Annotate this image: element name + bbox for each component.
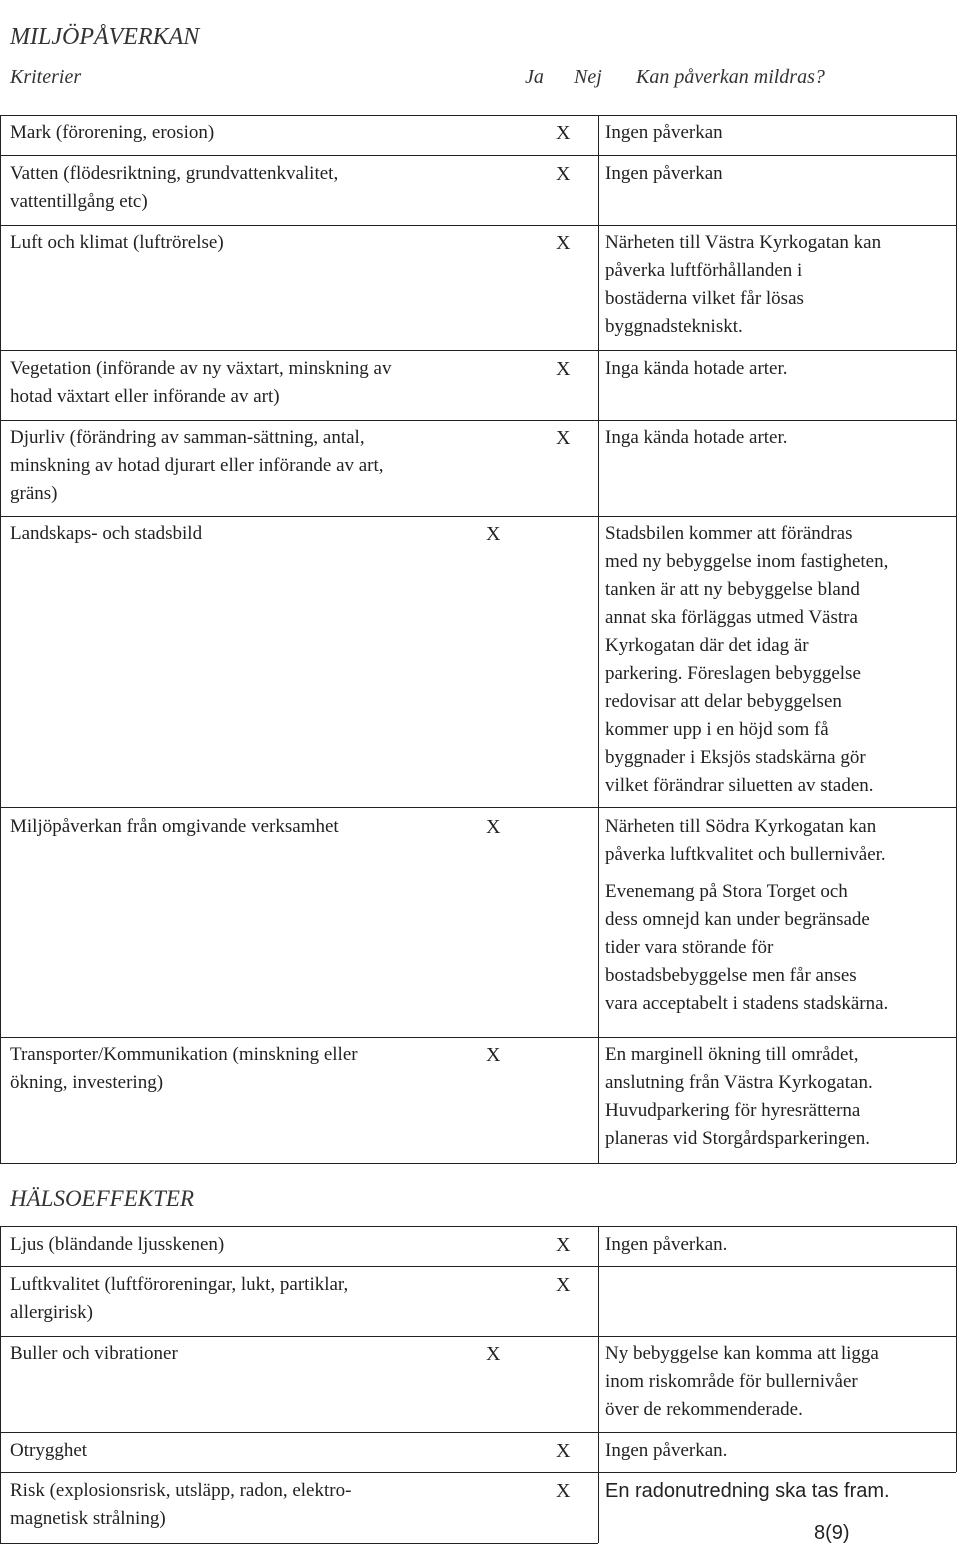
table-rule xyxy=(598,115,599,1163)
table-rule xyxy=(956,115,957,1163)
criterion-risk: Risk (explosionsrisk, utsläpp, radon, elektro- magnetisk strålning) xyxy=(10,1480,352,1529)
table-rule xyxy=(0,115,1,1163)
comment-otrygghet: Ingen påverkan. xyxy=(605,1440,728,1461)
criterion-buller: Buller och vibrationer xyxy=(10,1343,178,1364)
criterion-otrygghet: Otrygghet xyxy=(10,1440,88,1461)
criterion-vatten: Vatten (flödesriktning, grundvattenkvalitet, vattentillgång etc) xyxy=(10,163,339,212)
criterion-luftkvalitet: Luftkvalitet (luftföroreningar, lukt, partiklar, allergirisk) xyxy=(10,1274,349,1323)
comment-luft: Närheten till Västra Kyrkogatan kan påverka luftförhållanden i bostäderna vilket får lösas byggnadstekniskt. xyxy=(605,232,882,337)
table-rule xyxy=(0,155,956,156)
table-rule xyxy=(0,1226,1,1543)
criterion-djurliv: Djurliv (förändring av samman-sättning, antal, minskning av hotad djurart eller införande av art, gräns) xyxy=(10,427,384,504)
table-rule xyxy=(0,516,956,517)
ja-mark: X xyxy=(486,816,501,838)
column-header-kriterier: Kriterier xyxy=(10,66,82,88)
table-rule xyxy=(0,1266,956,1267)
nej-mark: X xyxy=(556,232,571,254)
criterion-luft: Luft och klimat (luftrörelse) xyxy=(10,232,224,253)
comment-mark: Ingen påverkan xyxy=(605,122,723,143)
comment-risk: En radonutredning ska tas fram. xyxy=(605,1480,890,1502)
page-number: 8(9) xyxy=(814,1522,850,1544)
nej-mark: X xyxy=(556,1440,571,1462)
column-header-ja: Ja xyxy=(525,66,544,88)
nej-mark: X xyxy=(556,1234,571,1256)
nej-mark: X xyxy=(556,122,571,144)
section-title-miljopaverkan: MILJÖPÅVERKAN xyxy=(10,24,200,50)
nej-mark: X xyxy=(556,1274,571,1296)
nej-mark: X xyxy=(556,1480,571,1502)
nej-mark: X xyxy=(556,427,571,449)
comment-omgivande: Närheten till Södra Kyrkogatan kan påverka luftkvalitet och bullernivåer. xyxy=(605,816,886,865)
column-header-mildras: Kan påverkan mildras? xyxy=(636,66,825,88)
criterion-landskap: Landskaps- och stadsbild xyxy=(10,523,203,544)
table-rule xyxy=(0,225,956,226)
ja-mark: X xyxy=(486,1343,501,1365)
criterion-vegetation: Vegetation (införande av ny växtart, minskning av hotad växtart eller införande av art) xyxy=(10,358,392,407)
table-rule xyxy=(0,1037,956,1038)
table-rule xyxy=(0,1472,956,1473)
nej-mark: X xyxy=(556,163,571,185)
ja-mark: X xyxy=(486,1044,501,1066)
table-rule xyxy=(0,1336,956,1337)
criterion-transporter: Transporter/Kommunikation (minskning eller ökning, investering) xyxy=(10,1044,358,1093)
table-rule xyxy=(956,1226,957,1472)
criterion-ljus: Ljus (bländande ljusskenen) xyxy=(10,1234,225,1255)
comment-vegetation: Inga kända hotade arter. xyxy=(605,358,788,379)
comment-omgivande-2: Evenemang på Stora Torget och dess omnejd kan under begränsade tider vara störande för bostadsbebyggelse men får anses vara acceptabelt i stadens stadskärna. xyxy=(605,881,889,1014)
table-rule xyxy=(598,1226,599,1543)
table-rule xyxy=(0,350,956,351)
comment-vatten: Ingen påverkan xyxy=(605,163,723,184)
comment-transporter: En marginell ökning till området, anslutning från Västra Kyrkogatan. Huvudparkering för hyresrätterna planeras vid Storgårdsparkeringen. xyxy=(605,1044,873,1149)
table-rule xyxy=(0,1543,598,1544)
criterion-omgivande: Miljöpåverkan från omgivande verksamhet xyxy=(10,816,339,837)
table-rule xyxy=(0,1226,956,1227)
comment-ljus: Ingen påverkan. xyxy=(605,1234,728,1255)
comment-djurliv: Inga kända hotade arter. xyxy=(605,427,788,448)
comment-buller: Ny bebyggelse kan komma att ligga inom riskområde för bullernivåer över de rekommenderade. xyxy=(605,1343,879,1420)
table-rule xyxy=(0,1432,956,1433)
column-header-nej: Nej xyxy=(574,66,602,88)
section-title-halsoeffekter: HÄLSOEFFEKTER xyxy=(10,1186,194,1211)
table-rule xyxy=(0,115,956,116)
table-rule xyxy=(0,807,956,808)
comment-landskap: Stadsbilen kommer att förändras med ny bebyggelse inom fastigheten, tanken är att ny bebyggelse bland annat ska förläggas utmed Västra Kyrkogatan där det idag är parkering. Föreslagen bebyggelse redovisar att delar bebyggelsen kommer upp i en höjd som få byggnader i Eksjös stadskärna gör vilket förändrar siluetten av staden. xyxy=(605,523,889,796)
criterion-mark: Mark (förorening, erosion) xyxy=(10,122,215,143)
nej-mark: X xyxy=(556,358,571,380)
ja-mark: X xyxy=(486,523,501,545)
table-rule xyxy=(0,1163,956,1164)
table-rule xyxy=(0,420,956,421)
